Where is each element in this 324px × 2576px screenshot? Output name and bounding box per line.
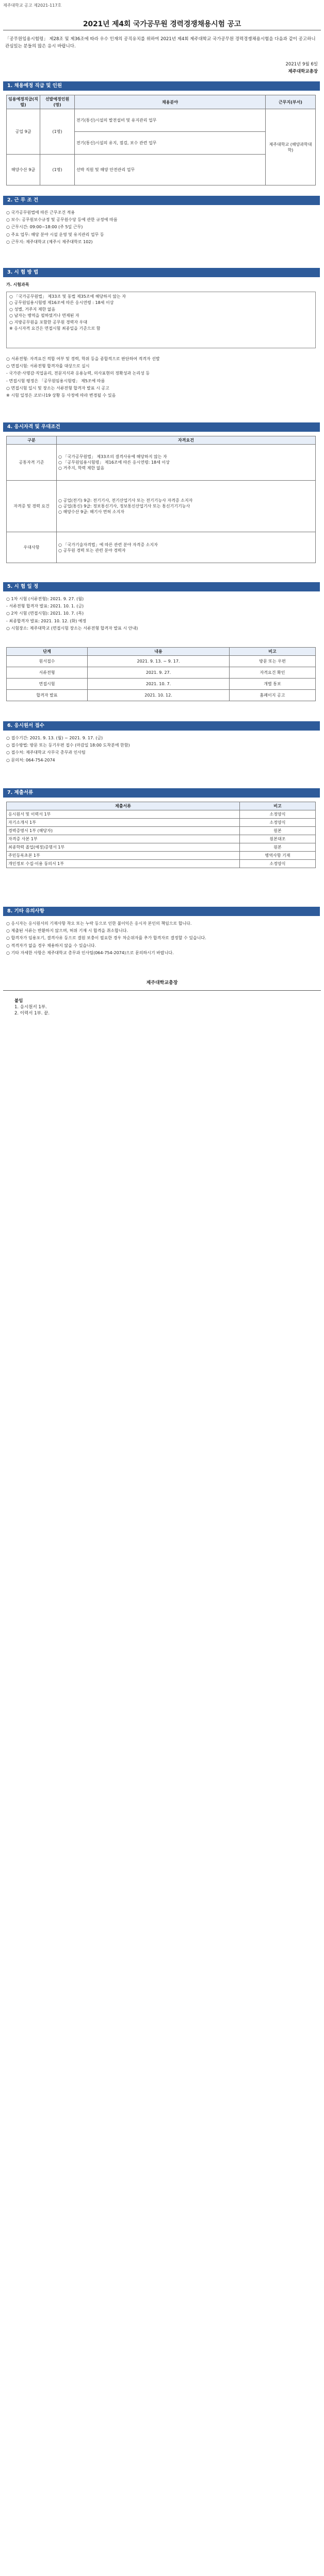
box-line: ※ 응시자격 요건은 면접시험 최종일을 기준으로 함 xyxy=(9,326,101,331)
table-cell: 제주대학교 (해양과학대학) xyxy=(266,109,316,185)
table-row xyxy=(7,690,316,701)
table-cell: 원본 xyxy=(240,843,316,852)
application-text xyxy=(6,735,317,764)
schedule-line: - 최종합격자 발표: 2021. 10. 12. (화) 예정 xyxy=(6,618,87,623)
table-cell: 서류전형 xyxy=(7,667,88,679)
section-6-header: 6. 응시원서 접수 xyxy=(3,721,320,731)
table-header-cell: 채용분야 xyxy=(75,95,266,109)
condition-line: ○ 주요 업무: 해당 분야 시설 운영 및 유지관리 업무 등 xyxy=(6,232,104,237)
condition-line: ○ 근무시간: 09:00~18:00 (주 5일 근무) xyxy=(6,225,83,230)
section-7-header: 7. 제출서류 xyxy=(3,788,320,798)
table-row xyxy=(7,109,316,132)
table-row xyxy=(7,667,316,679)
note-line: ○ 제출된 서류는 반환하지 않으며, 허위 기재 시 합격을 취소합니다. xyxy=(6,928,128,934)
condition-line: ○ 근무지: 제주대학교 (제주시 제주대학로 102) xyxy=(6,239,93,244)
application-line: ○ 문의처: 064-754-2074 xyxy=(6,757,55,762)
table-header-cell: 내용 xyxy=(88,648,230,656)
schedule-line: ○ 1차 시험 (서류전형): 2021. 9. 27. (월) xyxy=(6,597,84,601)
box-line: ○ 성별, 거주지 제한 없음 xyxy=(9,307,56,312)
table-cell: 경력증명서 1부 (해당자) xyxy=(7,827,240,835)
box-line: ○ 남자는 병역을 필하였거나 면제된 자 xyxy=(9,313,79,318)
table-cell: 합격자 발표 xyxy=(7,690,88,701)
table-cell: 2021. 9. 27. xyxy=(88,667,230,679)
application-line: ○ 접수처: 제주대학교 사무국 총무과 인사팀 xyxy=(6,750,86,755)
table-row xyxy=(7,679,316,690)
table-row xyxy=(7,810,316,819)
method-line: ○ 면접시험 일시 및 장소는 서류전형 합격자 발표 시 공고 xyxy=(6,385,109,391)
table-header-cell: 비고 xyxy=(240,802,316,810)
footer-divider xyxy=(3,990,321,991)
attachment-item: 2. 이력서 1부. 끝. xyxy=(14,1011,50,1016)
dateline xyxy=(286,61,318,76)
table-cell: ○ 「국가공무원법」 제33조의 결격사유에 해당하지 않는 자 ○ 「공무원임용시험령」 제16조에 따른 응시연령: 18세 이상 ○ 거주지, 학력 제한 없음 xyxy=(57,445,316,481)
schedule-line: ○ 시험장소: 제주대학교 (면접시험 장소는 서류전형 합격자 발표 시 안내) xyxy=(6,625,138,631)
subsection-title: 가. 시험과목 xyxy=(6,282,29,287)
table-header-row xyxy=(7,802,316,810)
table-cell: 우대사항 xyxy=(7,532,57,563)
method-line: - 국가관·사명감·직업윤리, 전문지식과 응용능력, 의사표현의 정확성과 논리성 등 xyxy=(6,371,150,376)
table-header-cell: 자격요건 xyxy=(57,436,316,445)
table-header-cell: 제출서류 xyxy=(7,802,240,810)
exam-method-text xyxy=(6,355,317,399)
application-line: ○ 접수방법: 방문 또는 등기우편 접수 (마감일 18:00 도착분에 한함) xyxy=(6,743,130,748)
positions-table xyxy=(6,95,316,185)
table-cell: 방문 또는 우편 xyxy=(230,656,316,667)
schedule-table xyxy=(6,647,316,701)
notice-date: 2021년 9월 6일 xyxy=(285,62,318,67)
page-title: 2021년 제4회 국가공무원 경력경쟁채용시험 공고 xyxy=(83,20,241,28)
exam-subjects-box xyxy=(6,292,316,348)
reference-number: 제주대학교 공고 제2021-117호 xyxy=(3,3,62,8)
table-header-row xyxy=(7,436,316,445)
table-row xyxy=(7,843,316,852)
table-cell: 개인정보 수집·이용 동의서 1부 xyxy=(7,860,240,868)
table-row xyxy=(7,835,316,843)
table-cell: 자격요건 확인 xyxy=(230,667,316,679)
section-8-header: 8. 기타 유의사항 xyxy=(3,907,320,916)
table-header-row xyxy=(7,648,316,656)
table-cell: 소정양식 xyxy=(240,819,316,827)
condition-line: ○ 국가공무원법에 따른 근무조건 적용 xyxy=(6,210,75,215)
note-line: ○ 기타 자세한 사항은 제주대학교 총무과 인사팀(064-754-2074)으로 문의하시기 바랍니다. xyxy=(6,950,174,955)
table-cell: 전기(통신)시설의 발전설비 및 유지관리 업무 xyxy=(75,109,266,132)
table-cell: (1명) xyxy=(40,109,75,155)
method-line: ○ 서류전형: 자격요건 적합 여부 및 경력, 학위 등을 종합적으로 판단하여 적격자 선발 xyxy=(6,357,160,361)
box-line: ○ 지방공무원을 포함한 공무원 경력자 우대 xyxy=(9,319,88,325)
subsection-heading xyxy=(6,281,317,289)
attachments-title: 붙임 xyxy=(14,998,23,1004)
table-row xyxy=(7,860,316,868)
table-cell: 2021. 9. 13. ~ 9. 17. xyxy=(88,656,230,667)
schedule-line: - 서류전형 합격자 발표: 2021. 10. 1. (금) xyxy=(6,604,84,609)
table-cell: 주민등록초본 1부 xyxy=(7,852,240,860)
table-header-row xyxy=(7,95,316,109)
table-row xyxy=(7,656,316,667)
issuing-org: 제주대학교총장 xyxy=(288,69,318,75)
table-cell: 응시원서 및 이력서 1부 xyxy=(7,810,240,819)
table-header-cell: 임용예정직급(직렬) xyxy=(7,95,40,109)
box-line: ○ 「국가공무원법」 제33조 및 동법 제35조에 해당하지 않는 자 xyxy=(9,294,126,299)
note-line: ○ 응시자는 응시원서의 기재사항 착오 또는 누락 등으로 인한 불이익은 응시자 본인의 책임으로 합니다. xyxy=(6,921,192,926)
table-cell: 소정양식 xyxy=(240,860,316,868)
table-cell: 공통자격 기준 xyxy=(7,445,57,481)
table-row xyxy=(7,481,316,532)
table-cell: 최종학력 졸업(예정)증명서 1부 xyxy=(7,843,240,852)
table-row xyxy=(7,445,316,481)
note-line: ○ 합격자가 임용포기, 결격사유 등으로 결원 보충이 필요한 경우 차순위자를 추가 합격자로 결정할 수 있습니다. xyxy=(6,936,206,941)
section-2-header: 2. 근 무 조 건 xyxy=(3,196,320,205)
table-cell: ○ 「국가기술자격법」에 따른 관련 분야 자격증 소지자 ○ 공무원 경력 또는 관련 분야 경력자 xyxy=(57,532,316,563)
table-cell: 선박 직원 및 해양 안전관리 업무 xyxy=(75,155,266,185)
table-cell: 개별 통보 xyxy=(230,679,316,690)
schedule-text xyxy=(6,596,317,632)
table-row xyxy=(7,819,316,827)
method-line: ※ 시험 일정은 코로나19 상황 등 사정에 따라 변경될 수 있음 xyxy=(6,393,116,398)
table-cell: ○ 공업(전기) 9급: 전기기사, 전기산업기사 또는 전기기능사 자격증 소지자 ○ 공업(통신) 9급: 정보통신기사, 정보통신산업기사 또는 통신기기기능사 ○ 해양수산 9급: 해기사 면허 소지자 xyxy=(57,481,316,532)
intro-paragraph: 「공무원임용시험령」 제28조 및 제36조에 따라 우수 인재의 공직유치를 위하여 2021년 제4회 제주대학교 국가공무원 경력경쟁채용시험을 다음과 같이 공고하니 관심있는 분들의 많은 응시 바랍니다. xyxy=(5,37,316,49)
method-line: ○ 면접시험: 서류전형 합격자를 대상으로 실시 xyxy=(6,364,90,369)
table-cell: 자기소개서 1부 xyxy=(7,819,240,827)
qualifications-table xyxy=(6,436,316,563)
section-1-header: 1. 채용예정 직급 및 인원 xyxy=(3,81,320,91)
section-5-header: 5. 시 험 일 정 xyxy=(3,582,320,591)
table-cell: 원서접수 xyxy=(7,656,88,667)
table-cell: 자격증 사본 1부 xyxy=(7,835,240,843)
table-cell: 전기(통신)시설의 유지, 점검, 보수 관련 업무 xyxy=(75,132,266,155)
table-header-cell: 구분 xyxy=(7,436,57,445)
note-line: ○ 적격자가 없을 경우 채용하지 않을 수 있습니다. xyxy=(6,943,96,948)
application-line: ○ 접수기간: 2021. 9. 13. (월) ~ 2021. 9. 17. (금) xyxy=(6,736,103,740)
notes-text xyxy=(6,920,317,957)
table-header-cell: 근무지(부서) xyxy=(266,95,316,109)
table-header-cell: 비고 xyxy=(230,648,316,656)
work-conditions xyxy=(6,209,317,246)
attachments xyxy=(14,997,50,1016)
table-cell: 홈페이지 공고 xyxy=(230,690,316,701)
attachment-item: 1. 응시원서 1부. xyxy=(14,1005,47,1010)
table-cell: 원본 xyxy=(240,827,316,835)
documents-table xyxy=(6,802,316,868)
box-line: ○ 공무원임용시험령 제16조에 따른 응시연령 : 18세 이상 xyxy=(9,300,114,306)
table-cell: 병역사항 기재 xyxy=(240,852,316,860)
table-cell: 2021. 10. 7. xyxy=(88,679,230,690)
schedule-line: ○ 2차 시험 (면접시험): 2021. 10. 7. (목) xyxy=(6,611,84,616)
table-row xyxy=(7,827,316,835)
footer-org: 제주대학교총장 xyxy=(146,980,178,986)
table-cell: 자격증 및 경력 요건 xyxy=(7,481,57,532)
table-cell: 소정양식 xyxy=(240,810,316,819)
table-header-cell: 선발예정인원(명) xyxy=(40,95,75,109)
table-cell: (1명) xyxy=(40,155,75,185)
table-cell: 2021. 10. 12. xyxy=(88,690,230,701)
section-3-header: 3. 시 험 방 법 xyxy=(3,268,320,277)
method-line: - 면접시험 평정은 「공무원임용시험령」 제5조에 따름 xyxy=(6,378,105,383)
table-header-cell: 단계 xyxy=(7,648,88,656)
table-row xyxy=(7,532,316,563)
table-cell: 원본대조 xyxy=(240,835,316,843)
condition-line: ○ 보수: 공무원보수규정 및 공무원수당 등에 관한 규정에 따름 xyxy=(6,217,118,223)
table-cell: 면접시험 xyxy=(7,679,88,690)
table-cell: 해양수산 9급 xyxy=(7,155,40,185)
table-row xyxy=(7,852,316,860)
table-cell: 공업 9급 xyxy=(7,109,40,155)
section-4-header: 4. 응시자격 및 우대조건 xyxy=(3,422,320,432)
